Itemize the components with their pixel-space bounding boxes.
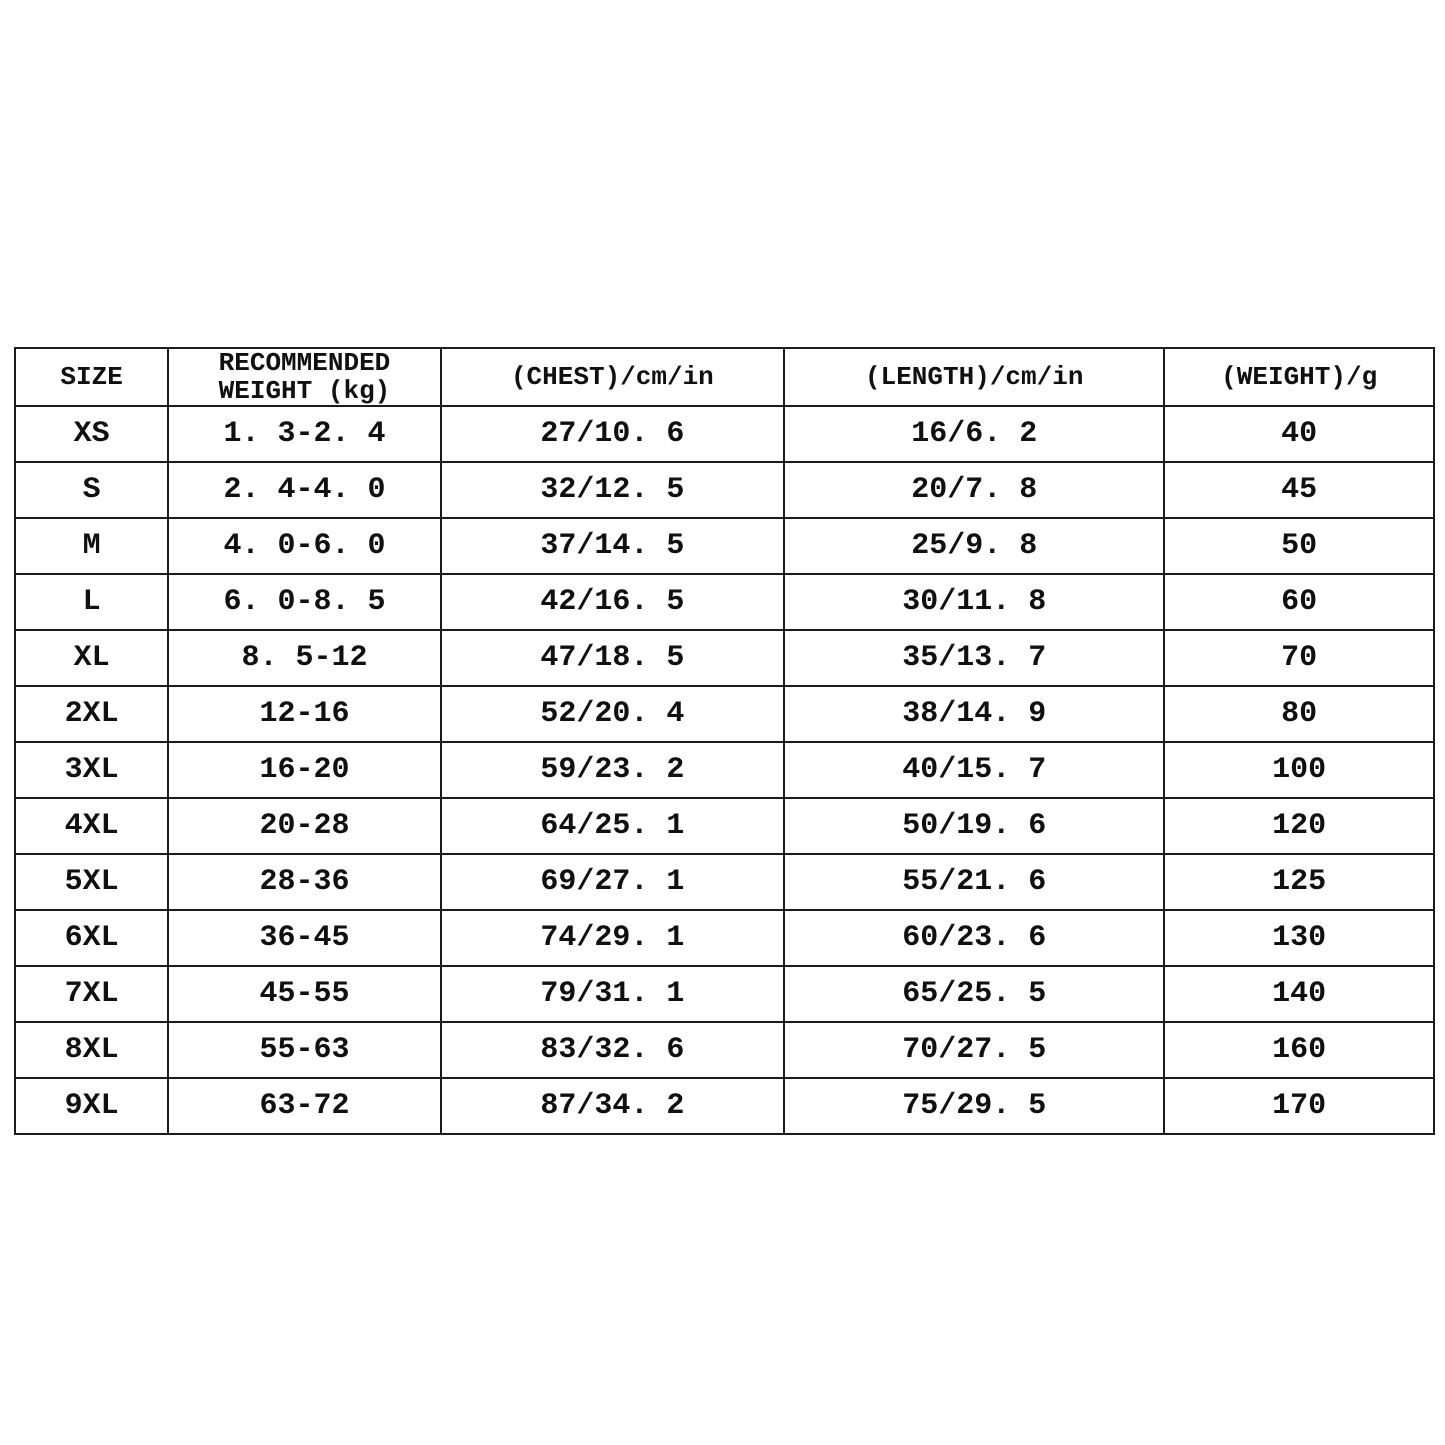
cell-chest: 59/23. 2 <box>441 742 784 798</box>
cell-weight: 130 <box>1164 910 1434 966</box>
cell-length: 38/14. 9 <box>784 686 1164 742</box>
cell-recommended-weight: 16-20 <box>168 742 440 798</box>
cell-length: 25/9. 8 <box>784 518 1164 574</box>
cell-size: M <box>15 518 168 574</box>
cell-chest: 37/14. 5 <box>441 518 784 574</box>
cell-size: XS <box>15 406 168 462</box>
cell-weight: 125 <box>1164 854 1434 910</box>
cell-chest: 79/31. 1 <box>441 966 784 1022</box>
cell-size: XL <box>15 630 168 686</box>
header-weight: (WEIGHT)/g <box>1164 348 1434 406</box>
size-chart-container <box>14 347 1435 1135</box>
cell-recommended-weight: 1. 3-2. 4 <box>168 406 440 462</box>
table-row <box>15 742 1434 798</box>
cell-weight: 45 <box>1164 462 1434 518</box>
cell-chest: 74/29. 1 <box>441 910 784 966</box>
cell-weight: 70 <box>1164 630 1434 686</box>
table-row <box>15 966 1434 1022</box>
header-chest: (CHEST)/cm/in <box>441 348 784 406</box>
table-row <box>15 1078 1434 1134</box>
cell-length: 55/21. 6 <box>784 854 1164 910</box>
cell-chest: 47/18. 5 <box>441 630 784 686</box>
cell-chest: 69/27. 1 <box>441 854 784 910</box>
cell-chest: 52/20. 4 <box>441 686 784 742</box>
cell-size: 3XL <box>15 742 168 798</box>
cell-weight: 160 <box>1164 1022 1434 1078</box>
cell-length: 60/23. 6 <box>784 910 1164 966</box>
cell-size: 8XL <box>15 1022 168 1078</box>
table-row <box>15 798 1434 854</box>
cell-length: 75/29. 5 <box>784 1078 1164 1134</box>
cell-recommended-weight: 6. 0-8. 5 <box>168 574 440 630</box>
cell-length: 40/15. 7 <box>784 742 1164 798</box>
cell-weight: 120 <box>1164 798 1434 854</box>
cell-recommended-weight: 55-63 <box>168 1022 440 1078</box>
cell-chest: 87/34. 2 <box>441 1078 784 1134</box>
header-row <box>15 348 1434 406</box>
header-recommended-weight <box>168 348 440 406</box>
cell-size: 5XL <box>15 854 168 910</box>
header-length: (LENGTH)/cm/in <box>784 348 1164 406</box>
cell-length: 65/25. 5 <box>784 966 1164 1022</box>
cell-size: S <box>15 462 168 518</box>
cell-recommended-weight: 4. 0-6. 0 <box>168 518 440 574</box>
table-row <box>15 462 1434 518</box>
cell-length: 70/27. 5 <box>784 1022 1164 1078</box>
cell-weight: 60 <box>1164 574 1434 630</box>
cell-size: 9XL <box>15 1078 168 1134</box>
header-size: SIZE <box>15 348 168 406</box>
header-recommended-weight-line1: RECOMMENDED <box>218 348 391 378</box>
cell-chest: 32/12. 5 <box>441 462 784 518</box>
cell-recommended-weight: 63-72 <box>168 1078 440 1134</box>
table-row <box>15 574 1434 630</box>
cell-recommended-weight: 45-55 <box>168 966 440 1022</box>
cell-length: 30/11. 8 <box>784 574 1164 630</box>
cell-weight: 40 <box>1164 406 1434 462</box>
table-row <box>15 686 1434 742</box>
table-row <box>15 854 1434 910</box>
table-row <box>15 518 1434 574</box>
cell-size: 4XL <box>15 798 168 854</box>
cell-recommended-weight: 36-45 <box>168 910 440 966</box>
table-row <box>15 910 1434 966</box>
cell-weight: 80 <box>1164 686 1434 742</box>
cell-weight: 100 <box>1164 742 1434 798</box>
cell-length: 20/7. 8 <box>784 462 1164 518</box>
cell-recommended-weight: 12-16 <box>168 686 440 742</box>
table-row <box>15 406 1434 462</box>
cell-weight: 140 <box>1164 966 1434 1022</box>
table-row <box>15 1022 1434 1078</box>
cell-chest: 42/16. 5 <box>441 574 784 630</box>
table-row <box>15 630 1434 686</box>
cell-weight: 50 <box>1164 518 1434 574</box>
cell-weight: 170 <box>1164 1078 1434 1134</box>
header-recommended-weight-line2: WEIGHT (kg) <box>218 376 391 407</box>
cell-length: 16/6. 2 <box>784 406 1164 462</box>
cell-recommended-weight: 8. 5-12 <box>168 630 440 686</box>
cell-recommended-weight: 2. 4-4. 0 <box>168 462 440 518</box>
size-chart-table <box>14 347 1435 1135</box>
cell-recommended-weight: 28-36 <box>168 854 440 910</box>
cell-size: 7XL <box>15 966 168 1022</box>
cell-chest: 64/25. 1 <box>441 798 784 854</box>
cell-length: 50/19. 6 <box>784 798 1164 854</box>
cell-chest: 27/10. 6 <box>441 406 784 462</box>
cell-size: 6XL <box>15 910 168 966</box>
cell-length: 35/13. 7 <box>784 630 1164 686</box>
cell-recommended-weight: 20-28 <box>168 798 440 854</box>
cell-chest: 83/32. 6 <box>441 1022 784 1078</box>
cell-size: 2XL <box>15 686 168 742</box>
cell-size: L <box>15 574 168 630</box>
